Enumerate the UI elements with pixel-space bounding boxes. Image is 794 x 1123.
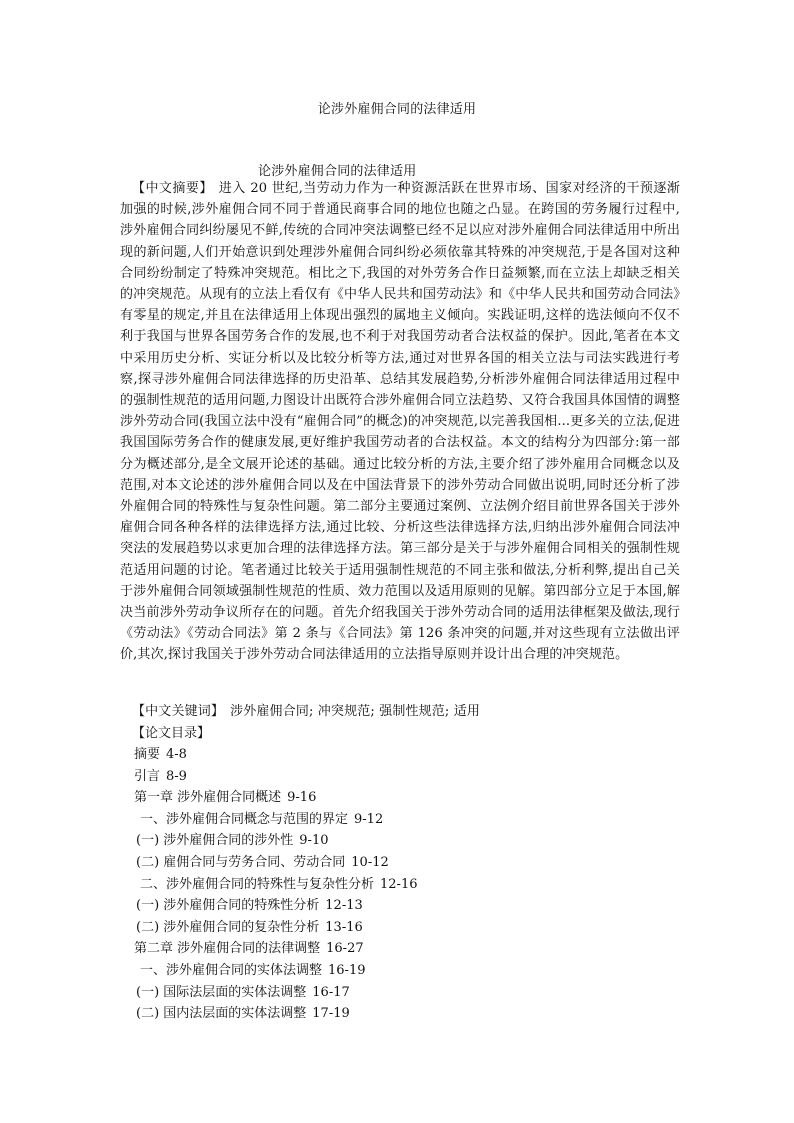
article-title: 论涉外雇佣合同的法律适用	[258, 164, 417, 179]
abstract-label: 【中文摘要】	[132, 181, 213, 196]
table-of-contents	[134, 744, 418, 1025]
toc-entry-title: (二) 雇佣合同与劳务合同、劳动合同	[136, 854, 346, 870]
toc-entry	[134, 874, 418, 896]
toc-entry-pages: 9-16	[287, 790, 317, 806]
toc-entry-pages: 9-10	[299, 833, 329, 849]
toc-entry-title: 一、涉外雇佣合同的实体法调整	[140, 962, 323, 978]
toc-entry	[134, 787, 418, 809]
toc-entry-title: (一) 涉外雇佣合同的涉外性	[136, 833, 294, 849]
toc-entry-pages: 10-12	[351, 854, 389, 870]
toc-entry	[134, 938, 418, 960]
toc-entry-pages: 4-8	[166, 747, 187, 762]
toc-entry	[134, 809, 418, 831]
toc-entry	[134, 960, 418, 982]
toc-entry	[134, 744, 418, 766]
keywords-label: 【中文关键词】	[132, 704, 225, 719]
toc-entry-pages: 16-19	[328, 962, 366, 978]
toc-entry-pages: 12-13	[325, 898, 363, 914]
abstract-paragraph	[120, 178, 680, 666]
toc-entry-pages: 16-17	[312, 984, 350, 1000]
toc-entry-title: 引言	[134, 768, 161, 784]
toc-entry-title: 第二章 涉外雇佣合同的法律调整	[134, 941, 321, 957]
toc-entry	[134, 917, 418, 939]
toc-entry-title: (一) 涉外雇佣合同的特殊性分析	[136, 898, 320, 914]
keywords-text: 涉外雇佣合同; 冲突规范; 强制性规范; 适用	[230, 704, 481, 719]
toc-heading: 【论文目录】	[132, 726, 211, 741]
keywords-line	[132, 700, 480, 719]
toc-entry	[134, 830, 418, 852]
toc-entry-pages: 12-16	[380, 876, 418, 892]
toc-entry	[134, 766, 418, 788]
toc-entry	[134, 1003, 418, 1025]
toc-entry-title: 二、涉外雇佣合同的特殊性与复杂性分析	[140, 876, 375, 892]
toc-entry-title: 摘要	[134, 747, 161, 762]
toc-entry	[134, 852, 418, 874]
toc-entry	[134, 895, 418, 917]
toc-entry-title: (一) 国际法层面的实体法调整	[136, 984, 307, 1000]
toc-entry	[134, 982, 418, 1004]
toc-entry-pages: 17-19	[312, 1006, 350, 1022]
toc-entry-pages: 13-16	[325, 919, 363, 935]
toc-entry-pages: 8-9	[166, 768, 187, 784]
header-title: 论涉外雇佣合同的法律适用	[317, 102, 477, 117]
toc-entry-pages: 9-12	[354, 811, 384, 827]
toc-entry-pages: 16-27	[326, 941, 364, 957]
abstract-text: 进入 20 世纪,当劳动力作为一种资源活跃在世界市场、国家对经济的干预逐渐加强的时候,涉外雇佣合同不同于普通民商事合同的地位也随之凸显。在跨国的劳务履行过程中,涉外雇佣合同纠纷屡见不鲜,传统的合同冲突法调整已经不足以应对涉外雇佣合同法律适用中所出现的新问题,人们开始意识到处理涉外雇佣合同纠纷必须依靠其特殊的冲突规范,于是各国对这种合同纷纷制定了特殊冲突规范。相比之下,我国的对外劳务合作日益频繁,而在立法上却缺乏相关的冲突规范。从现有的立法上看仅有《中华人民共和国劳动法》和《中华人民共和国劳动合同法》有零星的规定,并且在法律适用上体现出强烈的属地主义倾向。实践证明,这样的选法倾向不仅不利于我国与世界各国劳务合作的发展,也不利于对我国劳动者合法权益的保护。因此,笔者在本文中采用历史分析、实证分析以及比较分析等方法,通过对世界各国的相关立法与司法实践进行考察,探寻涉外雇佣合同法律选择的历史沿革、总结其发展趋势,分析涉外雇佣合同法律适用过程中的强制性规范的适用问题,力图设计出既符合涉外雇佣合同立法趋势、又符合我国具体国情的调整涉外劳动合同(我国立法中没有“雇佣合同”的概念)的冲突规范,以完善我国相...更多关的立法,促进我国国际劳务合作的健康发展,更好维护我国劳动者的合法权益。本文的结构分为四部分:第一部分为概述部分,是全文展开论述的基础。通过比较分析的方法,主要介绍了涉外雇用合同概念以及范围,对本文论述的涉外雇佣合同以及在中国法背景下的涉外劳动合同做出说明,同时还分析了涉外雇佣合同的特殊性与复杂性问题。第二部分主要通过案例、立法例介绍目前世界各国关于涉外雇佣合同各种各样的法律选择方法,通过比较、分析这些法律选择方法,归纳出涉外雇佣合同法冲突法的发展趋势以求更加合理的法律选择方法。第三部分是关于与涉外雇佣合同相关的强制性规范适用问题的讨论。笔者通过比较关于适用强制性规范的不同主张和做法,分析利弊,提出自己关于涉外雇佣合同领域强制性规范的性质、效力范围以及适用原则的见解。第四部分立足于本国,解决当前涉外劳动争议所存在的问题。首先介绍我国关于涉外劳动合同的适用法律框架及做法,现行《劳动法》《劳动合同法》第 2 条与《合同法》第 126 条冲突的问题,并对这些现有立法做出评价,其次,探讨我国关于涉外劳动合同法律适用的立法指导原则并设计出合理的冲突规范。	[120, 181, 680, 663]
toc-entry-title: 一、涉外雇佣合同概念与范围的界定	[140, 811, 349, 827]
toc-entry-title: (二) 涉外雇佣合同的复杂性分析	[136, 919, 320, 935]
toc-entry-title: (二) 国内法层面的实体法调整	[136, 1006, 307, 1022]
toc-entry-title: 第一章 涉外雇佣合同概述	[134, 790, 282, 806]
